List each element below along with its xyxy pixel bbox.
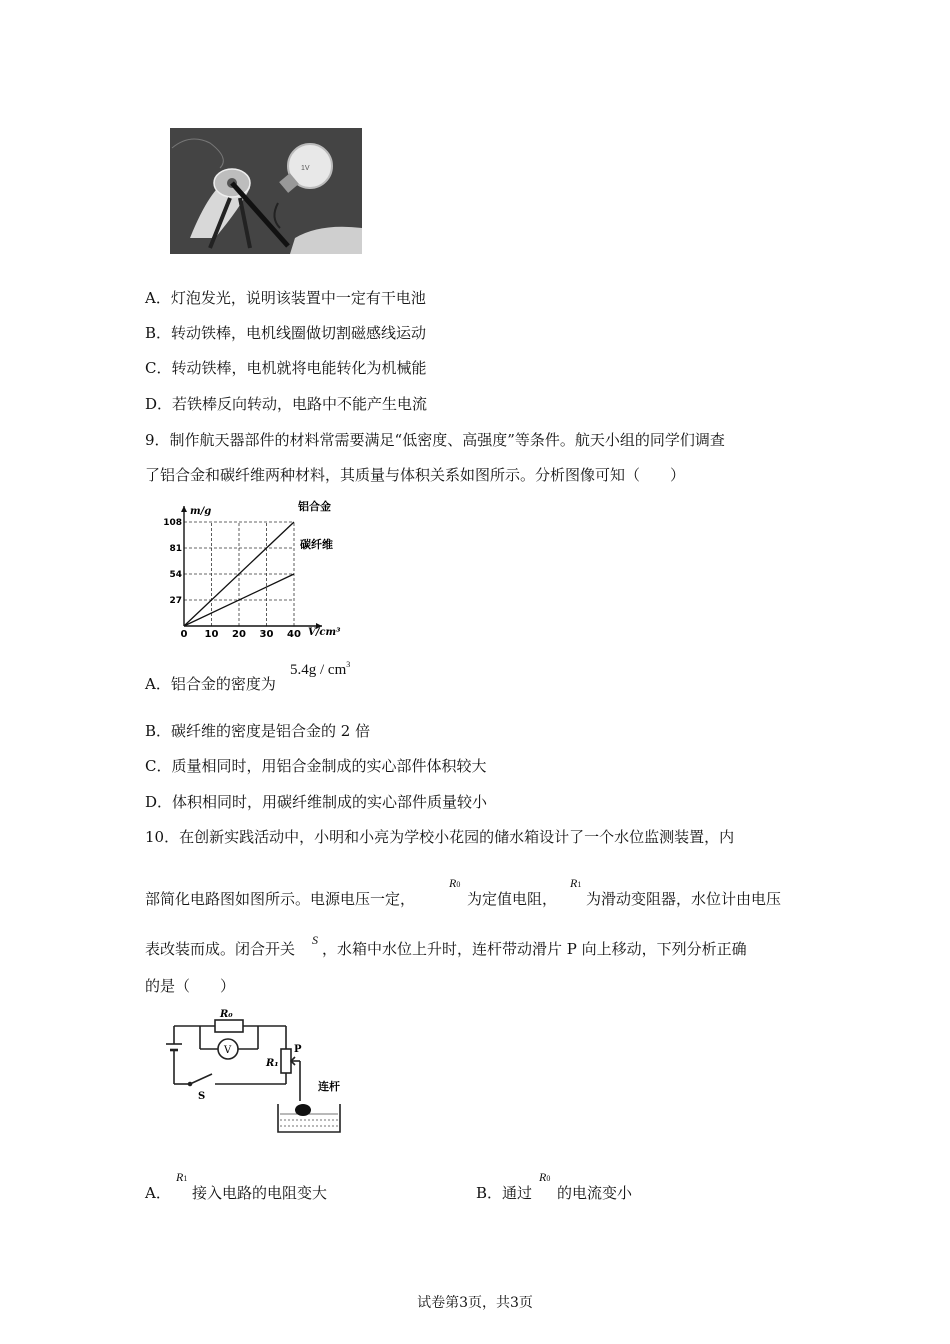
x-tick-label-0: 0	[180, 629, 188, 640]
label-s: S	[198, 1091, 206, 1102]
mass-volume-chart	[163, 500, 370, 648]
chart-series	[184, 499, 333, 626]
symbol-r0	[449, 876, 460, 891]
svg-text:1V: 1V	[301, 165, 310, 172]
q10-stem-line3a: 表改装而成。闭合开关	[145, 940, 296, 958]
generator-bulb-photo	[170, 128, 362, 254]
symbol-r1-sub: 1	[577, 880, 582, 889]
q9-option-b: B．碳纤维的密度是铝合金的 2 倍	[145, 722, 371, 740]
q9-stem-line2: 了铝合金和碳纤维两种材料，其质量与体积关系如图所示。分析图像可知（ ）	[145, 466, 686, 484]
label-r1: R₁	[266, 1058, 279, 1069]
density-value-text: 5.4g / cm	[290, 662, 347, 678]
q10-option-a-label: A．	[145, 1184, 171, 1202]
q8-option-a: A．灯泡发光，说明该装置中一定有干电池	[145, 289, 426, 307]
x-tick-label-40: 40	[287, 629, 301, 640]
y-axis-arrow	[181, 506, 187, 512]
q10-stem-line1: 10．在创新实践活动中，小明和小亮为学校小花园的储水箱设计了一个水位监测装置，内	[145, 828, 735, 846]
q10-stem-line3b: ，水箱中水位上升时，连杆带动滑片 P 向上移动，下列分析正确	[322, 940, 747, 958]
q8-option-c: C．转动铁棒，电机就将电能转化为机械能	[145, 359, 427, 377]
option-a-symbol-r1	[176, 1170, 187, 1185]
symbol-r1-letter: R	[570, 876, 578, 890]
label-rod: 连杆	[318, 1080, 340, 1093]
legend-label-1: 铝合金	[298, 500, 331, 513]
symbol-r0-sub: 0	[456, 880, 461, 889]
q10-stem-line2b: 为定值电阻，	[467, 890, 558, 908]
circuit-diagram	[160, 1004, 350, 1140]
label-voltmeter: V	[224, 1045, 232, 1056]
symbol-r0-letter: R	[449, 876, 457, 890]
q10-option-a-text: 接入电路的电阻变大	[192, 1184, 328, 1202]
option-a-r-sub: 1	[183, 1174, 188, 1183]
symbol-r1	[570, 876, 581, 891]
symbol-s: S	[312, 933, 318, 947]
q10-stem-line2c: 为滑动变阻器，水位计由电压	[586, 890, 782, 908]
label-r0: R₀	[220, 1009, 233, 1020]
float-ball	[295, 1104, 311, 1116]
q9-option-a	[145, 673, 276, 694]
q10-stem-line2a: 部简化电路图如图所示。电源电压一定，	[145, 890, 416, 908]
q10-option-b-label: B．通过	[476, 1184, 533, 1202]
chart-axes	[181, 506, 322, 629]
x-axis-label: V/cm³	[308, 627, 341, 638]
rheostat-r1	[281, 1049, 291, 1073]
density-value	[290, 660, 350, 679]
switch-s	[190, 1074, 212, 1084]
y-tick-label-27: 27	[169, 596, 182, 606]
q10-stem-line4: 的是（ ）	[145, 977, 236, 995]
label-p: P	[294, 1044, 302, 1055]
resistor-r0	[215, 1020, 243, 1032]
y-tick-label-81: 81	[169, 544, 182, 554]
x-tick-label-30: 30	[259, 629, 274, 640]
option-b-symbol-r0	[539, 1170, 550, 1185]
y-tick-label-54: 54	[169, 570, 182, 580]
legend-label-2: 碳纤维	[300, 538, 333, 551]
option-a-r-letter: R	[176, 1170, 184, 1184]
option-b-r-sub: 0	[546, 1174, 551, 1183]
q9-option-d: D．体积相同时，用碳纤维制成的实心部件质量较小	[145, 793, 488, 811]
q10-option-b-text: 的电流变小	[557, 1184, 633, 1202]
x-tick-label-20: 20	[232, 629, 246, 640]
x-tick-label-10: 10	[204, 629, 219, 640]
y-tick-label-108: 108	[163, 518, 182, 528]
q8-option-b: B．转动铁棒，电机线圈做切割磁感线运动	[145, 324, 427, 342]
page-footer: 试卷第3页，共3页	[417, 1295, 533, 1311]
q9-stem-line1: 9．制作航天器部件的材料常需要满足“低密度、高强度”等条件。航天小组的同学们调查	[145, 431, 725, 449]
y-axis-label: m/g	[190, 506, 212, 517]
q9-option-a-label: A．铝合金的密度为	[145, 675, 276, 693]
q8-option-d: D．若铁棒反向转动，电路中不能产生电流	[145, 395, 428, 413]
option-b-r-letter: R	[539, 1170, 547, 1184]
density-exponent: 3	[346, 660, 351, 669]
q9-option-c: C．质量相同时，用铝合金制成的实心部件体积较大	[145, 757, 487, 775]
